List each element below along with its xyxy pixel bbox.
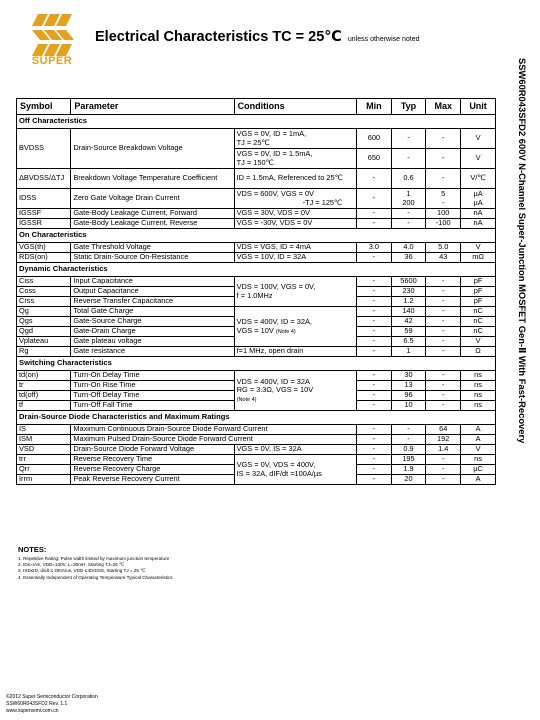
table-row (17, 445, 496, 455)
title-main: Electrical Characteristics TC = 25℃ (95, 29, 342, 45)
page-title (95, 29, 420, 45)
typ-value: 42 (391, 317, 426, 327)
unit: Ω (461, 347, 496, 357)
symbol: IGSSR (17, 219, 71, 229)
logo-text: SUPER (31, 55, 73, 67)
typ-value: 36 (391, 253, 426, 263)
min-value: - (357, 169, 392, 189)
parameter: Gate Threshold Voltage (71, 243, 234, 253)
parameter: Turn-On Delay Time (71, 371, 234, 381)
table-row (17, 209, 496, 219)
parameter: Gate-Body Leakage Current, Reverse (71, 219, 234, 229)
parameter: Total Gate Charge (71, 307, 234, 317)
min-value: 600 (357, 129, 392, 149)
notes-section (18, 545, 173, 581)
typ-value: - (391, 209, 426, 219)
section-switching: Switching Characteristics (17, 357, 496, 371)
footer-revision: SSW60R043SFD2 Rev. 1.1 (6, 701, 68, 707)
min-value: - (357, 347, 392, 357)
symbol: tf (17, 401, 71, 411)
col-symbol: Symbol (17, 99, 71, 115)
symbol: Vplateau (17, 337, 71, 347)
unit: V (461, 337, 496, 347)
parameter: Drain-Source Breakdown Voltage (71, 129, 234, 169)
conditions (234, 277, 356, 307)
min-value: 650 (357, 149, 392, 169)
symbol: td(off) (17, 391, 71, 401)
min-value: - (357, 435, 392, 445)
parameter: Gate-Drain Charge (71, 327, 234, 337)
note-item: 2. IDs=IAS, VDD=100V, L=30mH, Starting TJ=25 ℃ (18, 562, 125, 568)
table-header-row (17, 99, 496, 115)
min-value: - (357, 209, 392, 219)
typ-value (391, 189, 426, 209)
cond-line: VDS = 400V, ID = 32A, (236, 316, 312, 326)
table-row (17, 219, 496, 229)
typ-value: - (391, 149, 426, 169)
unit: A (461, 435, 496, 445)
unit: ns (461, 391, 496, 401)
typ-value: 0.9 (391, 445, 426, 455)
max-value: - (426, 277, 461, 287)
typ-value: 59 (391, 327, 426, 337)
cond-line: TJ = 25℃ (236, 137, 270, 147)
min-value: - (357, 381, 392, 391)
min-value: - (357, 189, 392, 209)
parameter: Turn-On Rise Time (71, 381, 234, 391)
parameter: Turn-Off Delay Time (71, 391, 234, 401)
parameter: Zero Gate Voltage Drain Current (71, 189, 234, 209)
unit: V (461, 243, 496, 253)
unit: µC (461, 465, 496, 475)
table-row (17, 129, 496, 149)
table-row (17, 277, 496, 287)
parameter: Peak Reverse Recovery Current (71, 475, 234, 485)
col-conditions: Conditions (234, 99, 356, 115)
footer-copyright: ©2012 Super Semiconductor Corporation (6, 694, 98, 700)
max-value: - (426, 317, 461, 327)
symbol: Ciss (17, 277, 71, 287)
unit: ns (461, 401, 496, 411)
min-value: - (357, 401, 392, 411)
max-line: - (441, 197, 445, 207)
parameter: Reverse Transfer Capacitance (71, 297, 234, 307)
min-value: - (357, 455, 392, 465)
symbol: RDS(on) (17, 253, 71, 263)
section-dynamic: Dynamic Characteristics (17, 263, 496, 277)
conditions: ID = 1.5mA, Referenced to 25℃ (234, 169, 356, 189)
symbol: IS (17, 425, 71, 435)
symbol: IDSS (17, 189, 71, 209)
unit: nC (461, 327, 496, 337)
unit: pF (461, 287, 496, 297)
table-row (17, 455, 496, 465)
conditions (234, 371, 356, 411)
col-parameter: Parameter (71, 99, 234, 115)
parameter: Static Drain-Source On-Resistance (71, 253, 234, 263)
max-value: 1.4 (426, 445, 461, 455)
conditions: VGS = 0V, IS = 32A (234, 445, 356, 455)
unit: nA (461, 209, 496, 219)
parameter: Drain-Source Diode Forward Voltage (71, 445, 234, 455)
min-value: - (357, 391, 392, 401)
conditions: VGS = -30V, VDS = 0V (234, 219, 356, 229)
symbol: Qrr (17, 465, 71, 475)
typ-value: 1.9 (391, 465, 426, 475)
col-max: Max (426, 99, 461, 115)
typ-value: 5600 (391, 277, 426, 287)
cond-line: RG = 3.3Ω, VGS = 10V (236, 385, 314, 395)
typ-value: 96 (391, 391, 426, 401)
cond-line: VGS = 0V, ID = 1.5mA, (236, 148, 313, 158)
min-value: - (357, 425, 392, 435)
unit: V (461, 445, 496, 455)
col-typ: Typ (391, 99, 426, 115)
cond-line: VDS = 600V, VGS = 0V (236, 188, 314, 198)
cond-line: VDS = 100V, VGS = 0V, (236, 281, 316, 291)
max-value: - (426, 371, 461, 381)
parameter: Input Capacitance (71, 277, 234, 287)
unit: mΩ (461, 253, 496, 263)
table-row (17, 307, 496, 317)
unit: V (461, 129, 496, 149)
unit: A (461, 425, 496, 435)
col-min: Min (357, 99, 392, 115)
min-value: - (357, 337, 392, 347)
conditions (234, 129, 356, 149)
typ-value: 30 (391, 371, 426, 381)
footer-url[interactable]: www.supersemi.com.cn (6, 708, 59, 714)
max-value: 43 (426, 253, 461, 263)
conditions: VGS = 10V, ID = 32A (234, 253, 356, 263)
max-value: - (426, 391, 461, 401)
typ-line: 1 (406, 188, 411, 198)
side-part-title: SSW60R043SFD2 600V N-Channel Super-Junction MOSFET Gen-Ⅱ With Fast-Recovery (517, 58, 528, 444)
table-row (17, 425, 496, 435)
max-value: - (426, 337, 461, 347)
typ-value: 0.6 (391, 169, 426, 189)
max-value: -100 (426, 219, 461, 229)
symbol: Rg (17, 347, 71, 357)
unit: ns (461, 381, 496, 391)
table-row (17, 189, 496, 209)
typ-value: 6.5 (391, 337, 426, 347)
table-row (17, 253, 496, 263)
cond-line: VDS = 400V, ID = 32A (236, 376, 310, 386)
unit: nA (461, 219, 496, 229)
max-value: - (426, 149, 461, 169)
typ-value: 140 (391, 307, 426, 317)
conditions (234, 307, 356, 347)
typ-value: 13 (391, 381, 426, 391)
symbol: IGSSF (17, 209, 71, 219)
typ-value: - (391, 425, 426, 435)
unit: pF (461, 277, 496, 287)
typ-value: - (391, 435, 426, 445)
max-value: 64 (426, 425, 461, 435)
symbol: Coss (17, 287, 71, 297)
note-item: 4. Essentially Independent of Operating Temperature Typical Characteristics (18, 574, 173, 580)
note-item: 1. Repetitive Rating: Pulse width limited by maximum junction temperature (18, 556, 170, 561)
parameter: Gate resistance (71, 347, 234, 357)
max-value: 192 (426, 435, 461, 445)
unit: nC (461, 307, 496, 317)
conditions: VDS = VGS, ID = 4mA (234, 243, 356, 253)
unit: ns (461, 371, 496, 381)
cond-line: -TJ = 125℃ (302, 197, 343, 207)
max-value: 5.0 (426, 243, 461, 253)
parameter: Gate-Body Leakage Current, Forward (71, 209, 234, 219)
symbol: Qgs (17, 317, 71, 327)
typ-value: 195 (391, 455, 426, 465)
table-row (17, 169, 496, 189)
min-value: - (357, 465, 392, 475)
typ-value: 10 (391, 401, 426, 411)
min-value: - (357, 475, 392, 485)
cond-line: f = 1.0MHz (236, 290, 273, 300)
max-value: 100 (426, 209, 461, 219)
min-value: - (357, 317, 392, 327)
symbol: ISM (17, 435, 71, 445)
typ-value: 1 (391, 347, 426, 357)
parameter: Maximum Pulsed Drain-Source Diode Forward Current (71, 435, 357, 445)
max-value: - (426, 455, 461, 465)
note-item: 3. ISD≤ID, di/dt ≤ 200A/us, VDD ≤ BVDSS, Starting TJ = 25 ℃ (18, 568, 146, 574)
max-value: - (426, 327, 461, 337)
typ-value: 1.2 (391, 297, 426, 307)
parameter: Reverse Recovery Time (71, 455, 234, 465)
typ-value: - (391, 129, 426, 149)
min-value: 3.0 (357, 243, 392, 253)
typ-value: 4.0 (391, 243, 426, 253)
unit-line: µA (473, 188, 483, 198)
conditions (234, 189, 356, 209)
max-value: - (426, 297, 461, 307)
parameter: Reverse Recovery Charge (71, 465, 234, 475)
min-value: - (357, 307, 392, 317)
notes-title: NOTES: (18, 545, 47, 554)
page-footer (6, 694, 98, 715)
max-value: - (426, 401, 461, 411)
title-note: unless otherwise noted (347, 36, 420, 43)
cond-line: IS = 32A, dIF/dt =100A/µs (236, 468, 322, 478)
symbol: ΔBVDSS/ΔTJ (17, 169, 71, 189)
parameter: Turn-Off Fall Time (71, 401, 234, 411)
cond-line: VGS = 0V, ID = 1mA, (236, 128, 307, 138)
unit: pF (461, 297, 496, 307)
max-value: - (426, 287, 461, 297)
min-value: - (357, 297, 392, 307)
min-value: - (357, 219, 392, 229)
table-row (17, 435, 496, 445)
max-value: - (426, 347, 461, 357)
min-value: - (357, 253, 392, 263)
parameter: Gate-Source Charge (71, 317, 234, 327)
symbol: VGS(th) (17, 243, 71, 253)
parameter: Breakdown Voltage Temperature Coefficient (71, 169, 234, 189)
unit: V/℃ (461, 169, 496, 189)
max-value: - (426, 307, 461, 317)
cond-line: VGS = 10V (236, 325, 274, 335)
min-value: - (357, 371, 392, 381)
section-diode: Drain-Source Diode Characteristics and Maximum Ratings (17, 411, 496, 425)
typ-line: 200 (402, 197, 415, 207)
section-off: Off Characteristics (17, 115, 496, 129)
unit (461, 189, 496, 209)
section-on: On Characteristics (17, 229, 496, 243)
parameter: Gate plateau voltage (71, 337, 234, 347)
unit: ns (461, 455, 496, 465)
min-value: - (357, 327, 392, 337)
symbol: Qgd (17, 327, 71, 337)
table-row (17, 347, 496, 357)
typ-value: 20 (391, 475, 426, 485)
unit: A (461, 475, 496, 485)
cond-note: (Note 4) (236, 396, 257, 403)
conditions (234, 455, 356, 485)
max-value: - (426, 381, 461, 391)
cond-line: VGS = 0V, VDS = 400V, (236, 459, 316, 469)
symbol: tr (17, 381, 71, 391)
electrical-characteristics-table (16, 98, 496, 485)
symbol: trr (17, 455, 71, 465)
min-value: - (357, 445, 392, 455)
typ-value: 230 (391, 287, 426, 297)
symbol: td(on) (17, 371, 71, 381)
conditions: VGS = 30V, VDS = 0V (234, 209, 356, 219)
min-value: - (357, 277, 392, 287)
max-value: - (426, 129, 461, 149)
max-value: - (426, 475, 461, 485)
unit: nC (461, 317, 496, 327)
table-row (17, 371, 496, 381)
max-value: - (426, 465, 461, 475)
symbol: Crss (17, 297, 71, 307)
max-value (426, 189, 461, 209)
max-line: 5 (441, 188, 446, 198)
symbol: Irrm (17, 475, 71, 485)
col-unit: Unit (461, 99, 496, 115)
unit-line: µA (473, 197, 483, 207)
symbol: Qg (17, 307, 71, 317)
max-value: - (426, 169, 461, 189)
conditions (234, 149, 356, 169)
symbol: BVDSS (17, 129, 71, 169)
typ-value: - (391, 219, 426, 229)
unit: V (461, 149, 496, 169)
table-row (17, 243, 496, 253)
min-value: - (357, 287, 392, 297)
symbol: VSD (17, 445, 71, 455)
parameter: Maximum Continuous Drain-Source Diode Forward Current (71, 425, 357, 435)
cond-note: (Note 4) (275, 328, 296, 335)
conditions: f=1 MHz, open drain (234, 347, 356, 357)
cond-line: TJ = 150℃ (236, 157, 274, 167)
parameter: Output Capacitance (71, 287, 234, 297)
